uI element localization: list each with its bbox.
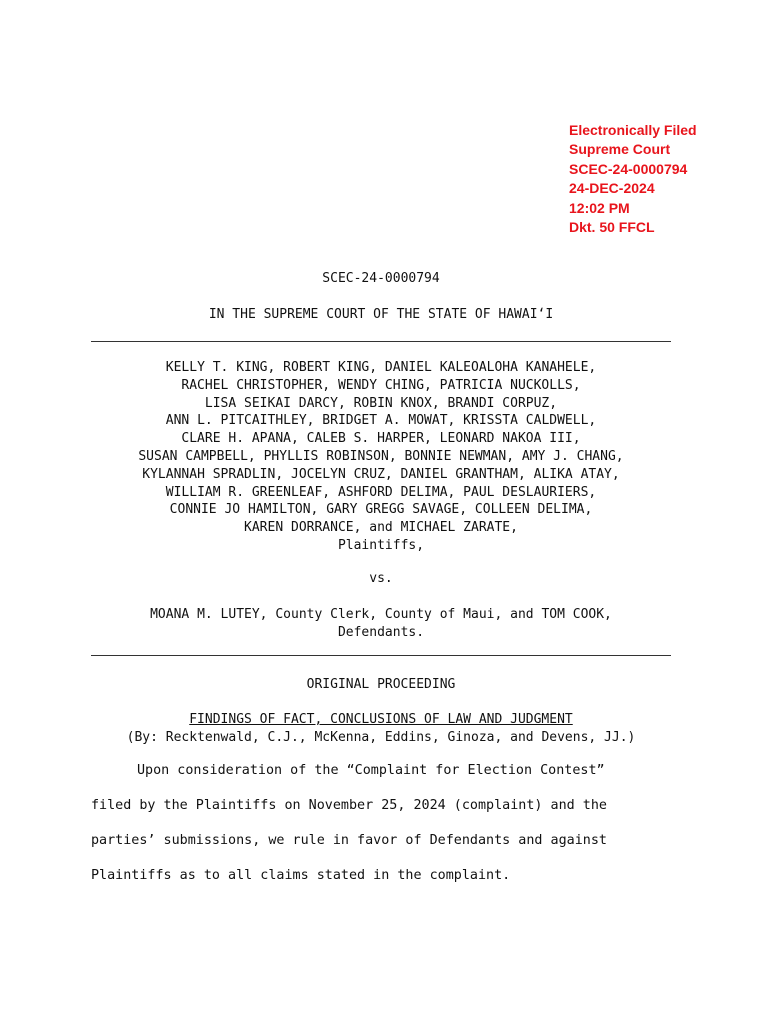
versus: vs. [369,571,393,586]
plaintiffs-line: KELLY T. KING, ROBERT KING, DANIEL KALEOALOHA KANAHELE, [165,360,597,375]
plaintiffs-label: Plaintiffs, [337,537,425,553]
plaintiffs-line: KAREN DORRANCE, and MICHAEL ZARATE, [244,520,518,536]
stamp-time: 12:02 PM [569,199,630,216]
stamp-docket: Dkt. 50 FFCL [569,219,655,236]
stamp-court: Supreme Court [569,141,671,158]
stamp-filed-label: Electronically Filed [569,122,697,138]
defendants-line: MOANA M. LUTEY, County Clerk, County of Maui, and TOM COOK, [150,607,612,622]
stamp-case-number: SCEC-24-0000794 [569,160,688,177]
body-line: Upon consideration of the “Complaint for Election Contest” [137,763,605,778]
plaintiffs-line: LISA SEIKAI DARCY, ROBIN KNOX, BRANDI CORPUZ, [204,395,558,411]
divider-bottom [91,655,671,656]
opinion-body [91,753,681,893]
plaintiffs-line: CLARE H. APANA, CALEB S. HARPER, LEONARD NAKOA III, [181,431,581,447]
case-number: SCEC-24-0000794 [322,271,440,286]
plaintiffs-line: RACHEL CHRISTOPHER, WENDY CHING, PATRICIA NUCKOLLS, [181,377,581,393]
defendants-label: Defendants. [337,625,425,640]
proceeding-type: ORIGINAL PROCEEDING [306,677,456,692]
body-line: filed by the Plaintiffs on November 25, 2024 (complaint) and the [91,798,607,813]
plaintiffs-line: SUSAN CAMPBELL, PHYLLIS ROBINSON, BONNIE NEWMAN, AMY J. CHANG, [138,448,624,464]
stamp-date: 24-DEC-2024 [569,180,655,197]
body-line: parties’ submissions, we rule in favor of Defendants and against [91,833,607,848]
court-heading: IN THE SUPREME COURT OF THE STATE OF HAWAIʻI [208,307,554,322]
findings-title [91,711,671,729]
plaintiffs-line: CONNIE JO HAMILTON, GARY GREGG SAVAGE, COLLEEN DELIMA, [169,502,593,518]
plaintiffs-block [91,359,671,555]
divider-top [91,341,671,342]
findings-title-text: FINDINGS OF FACT, CONCLUSIONS OF LAW AND JUDGMENT [189,712,573,727]
plaintiffs-line: KYLANNAH SPRADLIN, JOCELYN CRUZ, DANIEL GRANTHAM, ALIKA ATAY, [142,466,620,482]
electronic-filing-stamp [569,121,697,237]
plaintiffs-line: WILLIAM R. GREENLEAF, ASHFORD DELIMA, PAUL DESLAURIERS, [165,484,597,500]
body-line: Plaintiffs as to all claims stated in the complaint. [91,868,511,883]
plaintiffs-line: ANN L. PITCAITHLEY, BRIDGET A. MOWAT, KRISSTA CALDWELL, [165,413,597,429]
findings-authors: (By: Recktenwald, C.J., McKenna, Eddins, Ginoza, and Devens, JJ.) [126,730,636,745]
